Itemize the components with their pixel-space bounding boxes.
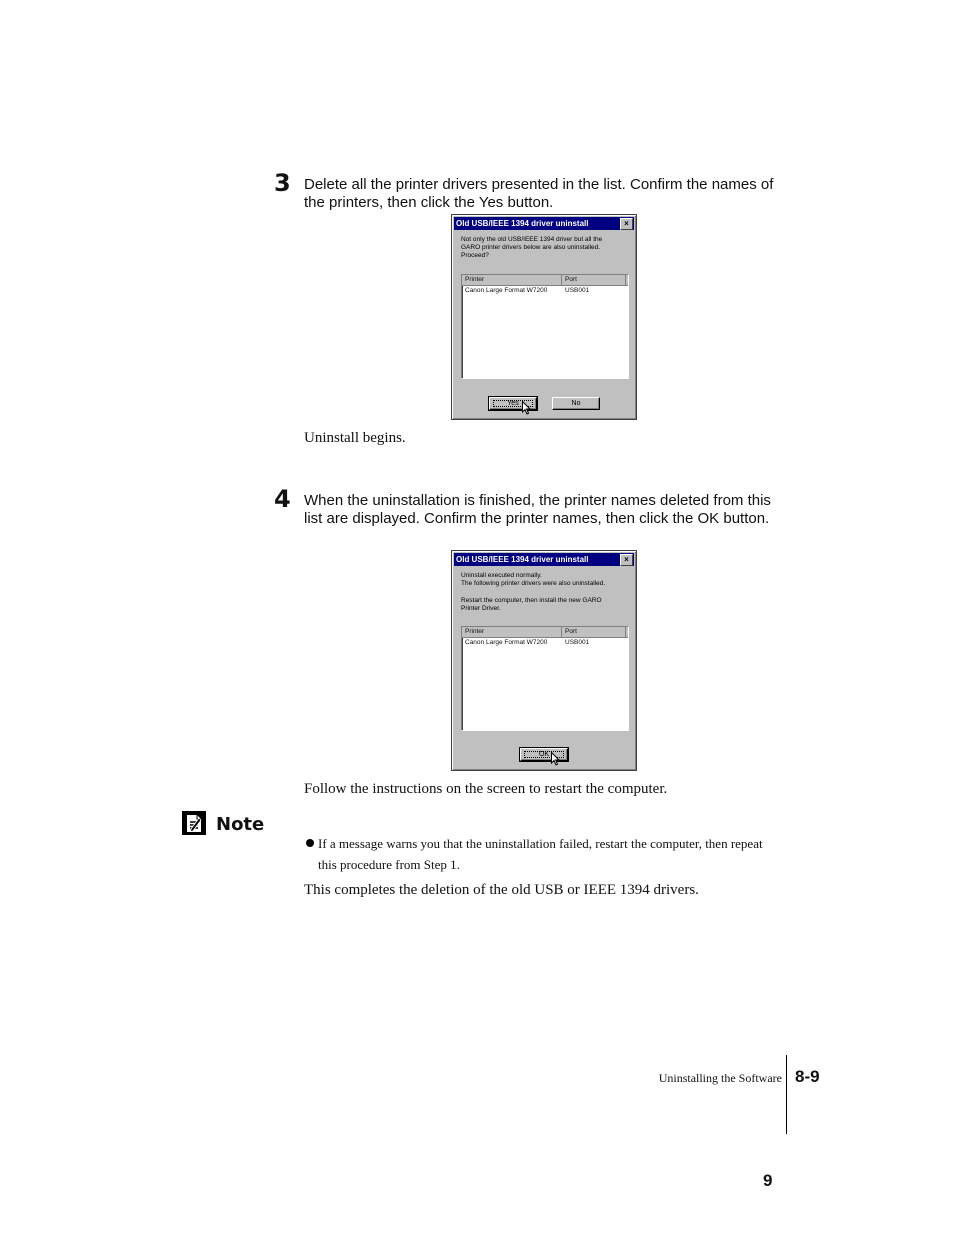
dialog-title-bar bbox=[454, 553, 634, 566]
list-item[interactable] bbox=[462, 286, 628, 295]
note-icon bbox=[182, 811, 206, 835]
completion-text: This completes the deletion of the old USB or IEEE 1394 drivers. bbox=[304, 882, 699, 898]
dialog-title: Old USB/IEEE 1394 driver uninstall bbox=[456, 219, 589, 228]
printer-list[interactable] bbox=[461, 274, 629, 379]
no-button-label: No bbox=[571, 400, 581, 407]
close-icon[interactable]: × bbox=[620, 218, 633, 230]
column-header-port[interactable]: Port bbox=[562, 275, 626, 285]
printer-list-header bbox=[462, 627, 628, 638]
ok-button-label: OK bbox=[538, 751, 550, 758]
uninstall-begins-text: Uninstall begins. bbox=[304, 430, 406, 446]
footer-section-title: Uninstalling the Software bbox=[658, 1071, 782, 1085]
bullet-icon bbox=[305, 836, 317, 848]
dialog-title-bar bbox=[454, 217, 634, 230]
restart-instruction-text: Follow the instructions on the screen to restart the computer. bbox=[304, 781, 668, 797]
note-bullet-text: If a message warns you that the uninstallation failed, restart the computer, then repeat this procedure from Step 1. bbox=[318, 836, 763, 872]
column-header-printer[interactable]: Printer bbox=[462, 275, 562, 285]
ok-button[interactable] bbox=[520, 748, 568, 761]
step-3-instruction: Delete all the printer drivers presented in the list. Confirm the names of the printers, then click the Yes button. bbox=[304, 176, 774, 211]
printer-port: USB001 bbox=[565, 287, 590, 294]
page-number: 9 bbox=[763, 1171, 773, 1190]
note-heading: Note bbox=[216, 814, 265, 835]
printer-list[interactable] bbox=[461, 626, 629, 731]
section-page-number: 8-9 bbox=[795, 1067, 820, 1086]
no-button[interactable] bbox=[552, 397, 600, 410]
printer-name: Canon Large Format W7200 bbox=[465, 287, 548, 294]
step-number-3: 3 bbox=[274, 169, 291, 197]
dialog-message: Uninstall executed normally. The following printer drivers were also uninstalled. Restart the computer, then install the new GARO Printer Driver. bbox=[461, 572, 606, 612]
dialog-title: Old USB/IEEE 1394 driver uninstall bbox=[456, 555, 589, 564]
step-4-instruction: When the uninstallation is finished, the printer names deleted from this list are displayed. Confirm the printer names, then click the OK button. bbox=[304, 492, 771, 527]
uninstall-confirm-dialog bbox=[451, 214, 637, 420]
list-item[interactable] bbox=[462, 638, 628, 647]
printer-list-header bbox=[462, 275, 628, 286]
column-header-port[interactable]: Port bbox=[562, 627, 626, 637]
step-number-4: 4 bbox=[274, 485, 291, 513]
footer-divider bbox=[786, 1055, 787, 1134]
yes-button-label: Yes bbox=[507, 400, 519, 407]
printer-port: USB001 bbox=[565, 639, 590, 646]
column-header-printer[interactable]: Printer bbox=[462, 627, 562, 637]
mouse-pointer-icon bbox=[522, 401, 531, 415]
printer-name: Canon Large Format W7200 bbox=[465, 639, 548, 646]
close-icon[interactable]: × bbox=[620, 554, 633, 566]
dialog-message: Not only the old USB/IEEE 1394 driver but all the GARO printer drivers below are also uninstalled. Proceed? bbox=[461, 236, 603, 260]
uninstall-complete-dialog bbox=[451, 550, 637, 771]
mouse-pointer-icon bbox=[551, 752, 560, 766]
